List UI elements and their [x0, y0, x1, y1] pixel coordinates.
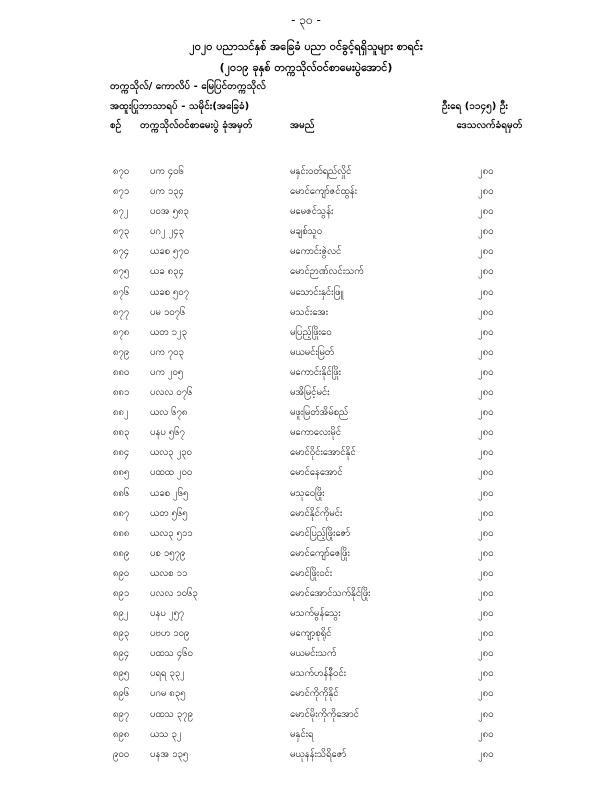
row-number: ၈၉၄ — [113, 648, 130, 660]
score: ၂၈၀ — [478, 567, 494, 579]
row-number: ၈၉၃ — [113, 628, 130, 640]
column-header-roll-number: တက္ကသိုလ်ဝင်စာမေးပွဲ ခုံအမှတ် — [140, 120, 253, 131]
row-number: ၈၇၂ — [113, 206, 129, 218]
table-row — [0, 685, 612, 705]
score: ၂၈၀ — [478, 226, 494, 238]
university-line: တက္ကသိုလ်/ ကောလိပ် - မြေပြင်တက္ကသိုလ် — [110, 81, 266, 92]
roll-number: ပက ၇၀၃ — [150, 346, 184, 358]
roll-number: ပဂမ ၈၃၅ — [150, 688, 186, 700]
table-row — [0, 525, 612, 545]
score: ၂၈၀ — [478, 487, 494, 499]
table-row — [0, 364, 612, 384]
table-row — [0, 746, 612, 766]
score: ၂၈၀ — [478, 527, 494, 539]
page-number: - ၃၀ - — [291, 13, 321, 27]
row-number: ၈၇၀ — [113, 166, 130, 177]
roll-number: ပက ၄၀၆ — [150, 166, 184, 177]
row-number: ၈၈၄ — [113, 447, 130, 459]
score: ၂၈၀ — [478, 306, 494, 318]
score: ၂၈၀ — [478, 688, 494, 700]
table-row — [0, 706, 612, 726]
score: ၂၈၀ — [478, 648, 494, 660]
row-number: ၈၉၇ — [113, 708, 130, 720]
student-name: မနှင်းဝတ်ရည်လှိုင် — [290, 166, 352, 177]
student-name: မအိမြင့်မင်း — [290, 387, 330, 399]
student-name: မကောင်းဇွဲလင် — [290, 246, 342, 258]
row-number: ၈၇၇ — [113, 306, 130, 318]
roll-number: ယလ ၆၇၈ — [150, 407, 188, 419]
student-name: မောင်ဉာဏ်လင်းသက် — [290, 266, 364, 278]
roll-number: ပရရ ၃၃၂ — [150, 668, 185, 680]
row-number: ၈၈၆ — [113, 487, 130, 499]
row-number: ၈၈၂ — [113, 407, 129, 419]
score: ၂၈၀ — [478, 467, 494, 479]
row-number: ၈၇၈ — [113, 326, 130, 338]
roll-number: ပက ၂၀၅ — [150, 366, 184, 378]
student-name: မသင်းအေး — [290, 306, 329, 318]
column-header-score: ဒေသလက်ခံရမှတ် — [456, 120, 523, 131]
total-count: ဦးရေ (၁၁၄၅) ဦး — [442, 101, 508, 112]
roll-number: ပနပ ၂၅၇ — [150, 608, 185, 620]
row-number: ၈၇၄ — [113, 246, 130, 258]
row-number: ၈၇၁ — [113, 186, 130, 198]
table-row — [0, 243, 612, 263]
score: ၂၈၀ — [478, 507, 494, 519]
row-number: ၈၈၉ — [113, 547, 130, 559]
table-row — [0, 223, 612, 243]
score: ၂၈၀ — [478, 608, 494, 620]
table-row — [0, 605, 612, 625]
table-row — [0, 284, 612, 304]
roll-number: ပထသ ၄၆၀ — [150, 648, 193, 660]
row-number: ၈၉၅ — [113, 668, 130, 680]
student-name: မသက်မွန်သွေး — [290, 608, 341, 620]
roll-number: ပဝအ ၅၈၃ — [150, 206, 189, 218]
student-name: မဖူးမြတ်အိမ်စည် — [290, 407, 349, 419]
roll-number: ယခစ ၅၇၀ — [150, 246, 189, 258]
student-name: မကောင်းနိုင်ဖြိုး — [290, 366, 342, 378]
table-row — [0, 324, 612, 344]
roll-number: ပထသ ၃၇၉ — [150, 708, 193, 720]
page-title: ၂၀၂၀ ပညာသင်နှစ် အခြေခံ ပညာ ဝင်ခွင့်ရရှိသူများ စာရင်း — [189, 40, 423, 53]
roll-number: ယခစ ၂၆၅ — [150, 487, 189, 499]
table-row — [0, 404, 612, 424]
score: ၂၈၀ — [478, 326, 494, 338]
row-number: ၉၀၀ — [113, 748, 130, 760]
student-name: မမေဇင်သွန်း — [290, 206, 334, 218]
score: ၂၈၀ — [478, 587, 494, 599]
student-name: မပြည့်ဖြိုးဝေ — [290, 326, 332, 338]
score: ၂၈၀ — [478, 628, 494, 640]
score: ၂၈၀ — [478, 346, 494, 358]
table-row — [0, 545, 612, 565]
score: ၂၈၀ — [478, 708, 494, 720]
row-number: ၈၉၆ — [113, 688, 130, 700]
student-name: မယမင်းသက် — [290, 648, 337, 660]
score: ၂၈၀ — [478, 547, 494, 559]
score: ၂၈၀ — [478, 166, 494, 177]
table-row — [0, 183, 612, 203]
row-number: ၈၉၀ — [113, 567, 130, 579]
roll-number: ယခ ၈၃၄ — [150, 266, 184, 278]
table-row — [0, 485, 612, 505]
table-row — [0, 203, 612, 223]
table-row — [0, 263, 612, 283]
table-row — [0, 444, 612, 464]
column-header-no: စဉ် — [110, 120, 122, 131]
roll-number: ပဂ၂ ၂၄၃ — [150, 226, 184, 238]
student-name: မချစ်သူဝ — [290, 226, 323, 238]
roll-number: ယလ၃ ၅၁၁ — [150, 527, 193, 539]
student-name: မနှင်းရ — [290, 728, 314, 740]
student-name: မသုဝေဖြိုး — [290, 487, 325, 499]
student-name: မောင်ကျော်ဇေဖြိုး — [290, 547, 350, 559]
student-name: မောင်နိုင်ကိုမင်း — [290, 507, 343, 519]
table-row — [0, 726, 612, 746]
row-number: ၈၈၀ — [113, 366, 130, 378]
student-name: မသောင်းနှင်းဖြူ — [290, 286, 344, 298]
row-number: ၈၈၁ — [113, 387, 130, 399]
roll-number: ပက ၁၃၄ — [150, 186, 184, 198]
table-row — [0, 645, 612, 665]
student-name: မယမင်းမြတ် — [290, 346, 335, 358]
student-name: မသက်ဟန်နီဝင်း — [290, 668, 347, 680]
student-name: မောင်ပြည့်ဖြိုးဇော် — [290, 527, 351, 539]
score: ၂၈၀ — [478, 427, 494, 439]
roll-number: ယခစ ၅၀၇ — [150, 286, 189, 298]
roll-number: ပစ ၁၅၇၉ — [150, 547, 186, 559]
row-number: ၈၈၃ — [113, 427, 130, 439]
table-row — [0, 464, 612, 484]
row-number: ၈၈၅ — [113, 467, 130, 479]
column-header-name: အမည် — [290, 120, 315, 131]
student-name: မယုနန်းသိရိဇော် — [290, 748, 347, 760]
score: ၂၈၀ — [478, 186, 494, 198]
table-row — [0, 585, 612, 605]
roll-number: ယသ ၃၂ — [150, 728, 182, 740]
student-name: မောင်မိုးကိုကိုအောင် — [290, 708, 359, 720]
score: ၂၈၀ — [478, 266, 494, 278]
student-name: မောင်အောင်သက်နိုင်ဖြိုး — [290, 587, 371, 599]
student-name: မောင်ကျော်ဇင်ထွန်း — [290, 186, 358, 198]
subject-line: အထူးပြုဘာသာရပ် - သမိုင်း(အခြေခံ) — [110, 101, 250, 112]
table-row — [0, 665, 612, 685]
score: ၂၈၀ — [478, 407, 494, 419]
score: ၂၈၀ — [478, 447, 494, 459]
roll-number: ပနပ ၅၆၇ — [150, 427, 185, 439]
table-row — [0, 163, 612, 183]
row-number: ၈၉၂ — [113, 608, 129, 620]
roll-number: ယလစ ၁၁ — [150, 567, 188, 579]
roll-number: ယတ ၅၆၅ — [150, 507, 188, 519]
table-row — [0, 625, 612, 645]
roll-number: ပမ ၁၀၇၆ — [150, 306, 186, 318]
row-number: ၈၇၆ — [113, 286, 130, 298]
row-number: ၈၉၈ — [113, 728, 130, 740]
score: ၂၈၀ — [478, 728, 494, 740]
roll-number: ပနအ ၁၃၅ — [150, 748, 189, 760]
row-number: ၈၇၅ — [113, 266, 130, 278]
row-number: ၈၈၇ — [113, 507, 130, 519]
table-row — [0, 384, 612, 404]
student-name: မောင်ဝိုင်းအောင်နိုင် — [290, 447, 356, 459]
page-subtitle: (၂၀၁၉ ခုနှစ် တက္ကသိုလ်ဝင်စာမေးပွဲအောင်) — [219, 61, 393, 74]
student-name: မကျော့စုရိုင် — [290, 628, 332, 640]
score: ၂၈၀ — [478, 748, 494, 760]
student-name: မောင်နေအောင် — [290, 467, 343, 479]
student-name: မောင်ဖြိုးဝင်း — [290, 567, 333, 579]
table-row — [0, 344, 612, 364]
row-number: ၈၉၁ — [113, 587, 130, 599]
roll-number: ပဗဟ ၁၀၉ — [150, 628, 190, 640]
row-number: ၈၇၃ — [113, 226, 130, 238]
roll-number: ယလ၃ ၂၃၀ — [150, 447, 192, 459]
student-list — [0, 163, 612, 766]
roll-number: ပလလ ၁၀၆၃ — [150, 587, 198, 599]
row-number: ၈၇၉ — [113, 346, 130, 358]
score: ၂၈၀ — [478, 387, 494, 399]
score: ၂၈၀ — [478, 206, 494, 218]
roll-number: ပထထ ၂၀၀ — [150, 467, 193, 479]
table-row — [0, 304, 612, 324]
score: ၂၈၀ — [478, 286, 494, 298]
table-row — [0, 565, 612, 585]
roll-number: ပလလ ၀၇၆ — [150, 387, 193, 399]
table-row — [0, 424, 612, 444]
student-name: မကောလေးမိုင် — [290, 427, 341, 439]
roll-number: ယတ ၁၂၃ — [150, 326, 187, 338]
student-name: မောင်ကိုကိုနိုင် — [290, 688, 339, 700]
score: ၂၈၀ — [478, 366, 494, 378]
table-row — [0, 505, 612, 525]
row-number: ၈၈၈ — [113, 527, 130, 539]
score: ၂၈၀ — [478, 668, 494, 680]
score: ၂၈၀ — [478, 246, 494, 258]
